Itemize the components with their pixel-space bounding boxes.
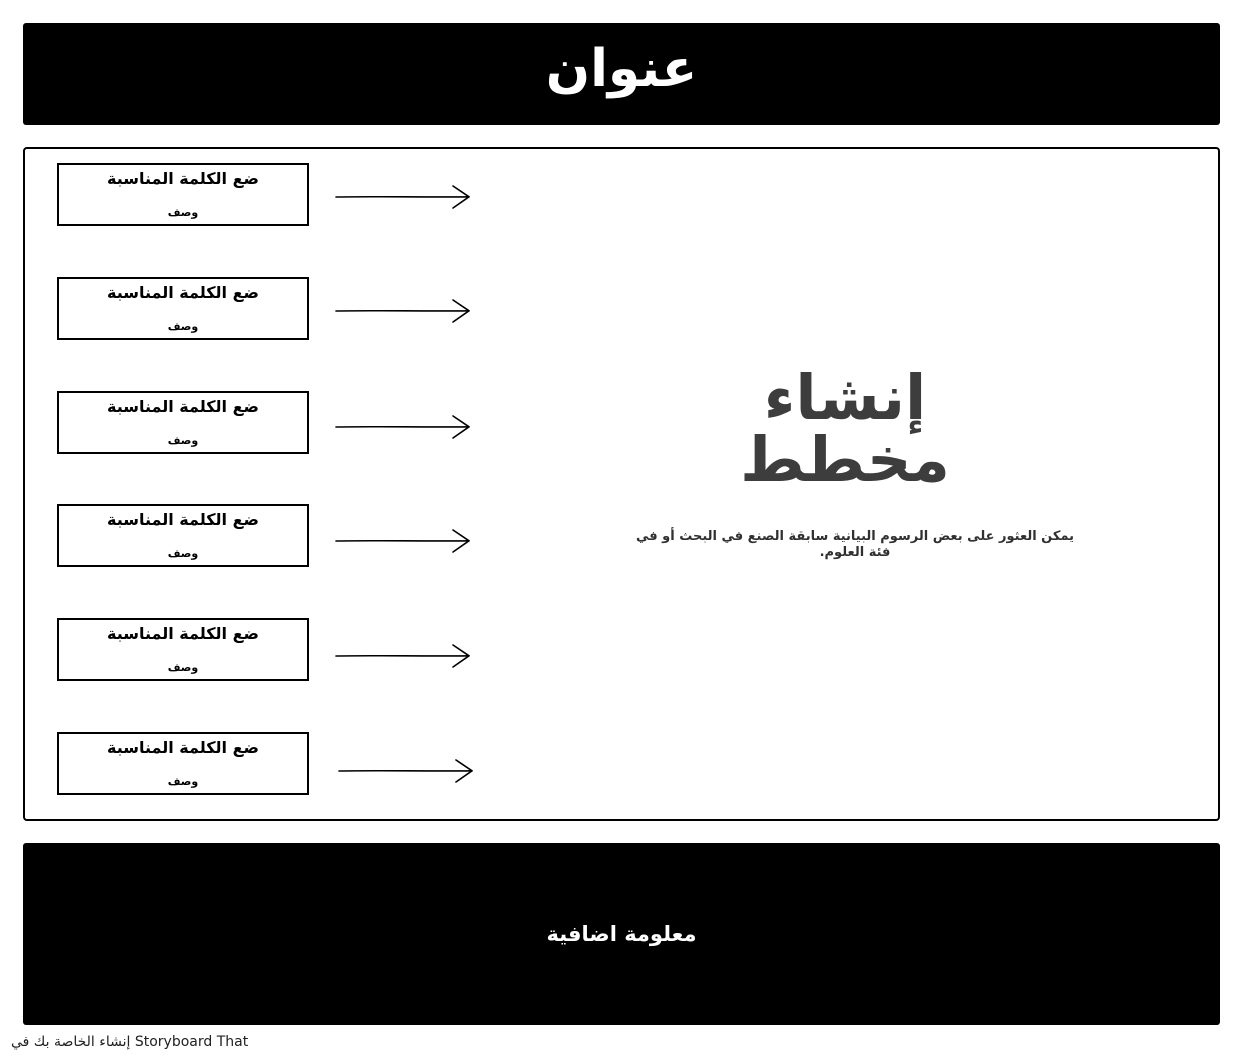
- right-arrow-icon: [335, 528, 473, 554]
- right-arrow-icon: [335, 184, 473, 210]
- term-title: ضع الكلمة المناسبة: [106, 169, 259, 188]
- term-description: وصف: [167, 434, 199, 447]
- diagram-title: إنشاء مخطط: [740, 361, 950, 496]
- right-arrow-icon: [335, 298, 473, 324]
- term-description: وصف: [167, 206, 199, 219]
- term-title: ضع الكلمة المناسبة: [106, 510, 259, 529]
- page-title: عنوان: [545, 39, 698, 99]
- term-box[interactable]: [57, 732, 309, 795]
- term-description: وصف: [167, 547, 199, 560]
- term-title: ضع الكلمة المناسبة: [106, 397, 259, 416]
- title-banner: [23, 23, 1220, 125]
- footer-text: معلومة اضافية: [546, 921, 697, 946]
- diagram-panel: [23, 147, 1220, 821]
- diagram-note: يمكن العثور على بعض الرسوم البيانية سابقة الصنع في البحث أو في فئة العلوم.: [635, 529, 1075, 560]
- credit-link[interactable]: إنشاء الخاصة بك في Storyboard That: [11, 1034, 249, 1050]
- term-box[interactable]: [57, 391, 309, 454]
- term-title: ضع الكلمة المناسبة: [106, 624, 259, 643]
- term-box[interactable]: [57, 277, 309, 340]
- right-arrow-icon: [335, 414, 473, 440]
- term-box[interactable]: [57, 618, 309, 681]
- term-box[interactable]: [57, 504, 309, 567]
- term-title: ضع الكلمة المناسبة: [106, 738, 259, 757]
- term-description: وصف: [167, 661, 199, 674]
- term-description: وصف: [167, 320, 199, 333]
- term-box[interactable]: [57, 163, 309, 226]
- term-description: وصف: [167, 775, 199, 788]
- term-title: ضع الكلمة المناسبة: [106, 283, 259, 302]
- footer-banner: [23, 843, 1220, 1025]
- right-arrow-icon: [338, 758, 476, 784]
- right-arrow-icon: [335, 643, 473, 669]
